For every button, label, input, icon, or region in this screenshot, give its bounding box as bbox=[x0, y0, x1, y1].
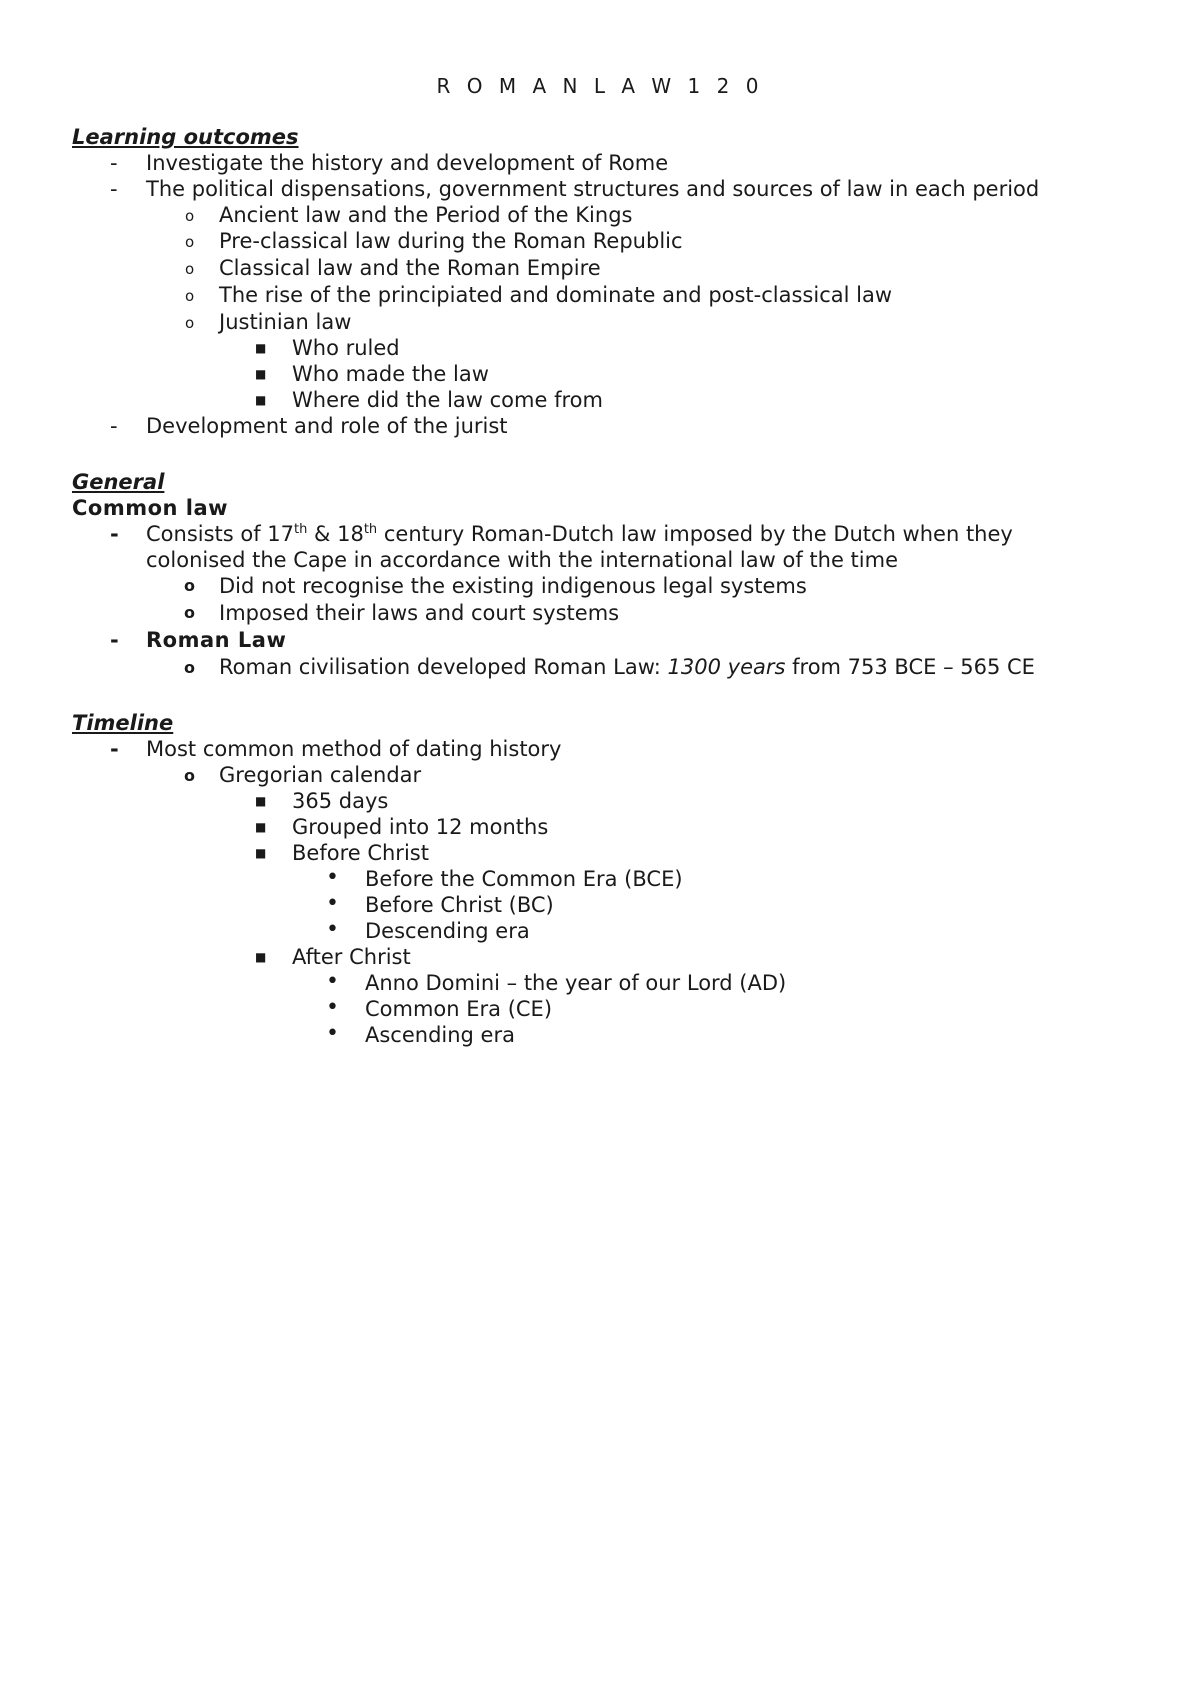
circle-bullet: o bbox=[184, 658, 195, 677]
square-bullet: ■ bbox=[255, 950, 267, 964]
dash-bullet: - bbox=[110, 151, 118, 175]
list-item: Before Christ bbox=[292, 841, 429, 865]
dot-bullet: • bbox=[326, 969, 339, 994]
subheading-common-law: Common law bbox=[72, 496, 229, 520]
list-item: The rise of the principiated and dominate and post-classical law bbox=[219, 283, 893, 307]
list-item: Who ruled bbox=[292, 336, 400, 360]
list-item bbox=[146, 521, 1013, 547]
circle-bullet: o bbox=[184, 603, 195, 622]
square-bullet: ■ bbox=[255, 367, 267, 381]
page-title: R O M A N L A W 1 2 0 bbox=[436, 74, 764, 98]
list-item: Investigate the history and development of Rome bbox=[146, 151, 669, 175]
list-item: Who made the law bbox=[292, 362, 489, 386]
dot-bullet: • bbox=[326, 917, 339, 942]
text-segment: Roman civilisation developed Roman Law: bbox=[219, 655, 668, 679]
text-segment: & 18 bbox=[307, 522, 364, 546]
circle-bullet: o bbox=[185, 287, 195, 305]
dash-bullet: - bbox=[110, 522, 119, 546]
dash-bullet: - bbox=[110, 628, 119, 652]
circle-bullet: o bbox=[185, 233, 195, 251]
list-item: Before the Common Era (BCE) bbox=[365, 867, 683, 891]
heading-learning-outcomes: Learning outcomes bbox=[72, 125, 299, 149]
square-bullet: ■ bbox=[255, 846, 267, 860]
circle-bullet: o bbox=[185, 207, 195, 225]
list-item: The political dispensations, government structures and sources of law in each period bbox=[146, 177, 1040, 201]
superscript: th bbox=[363, 522, 378, 537]
list-item: 365 days bbox=[292, 789, 389, 813]
dot-bullet: • bbox=[326, 1021, 339, 1046]
list-item bbox=[219, 654, 1035, 680]
dot-bullet: • bbox=[326, 891, 339, 916]
list-item: Imposed their laws and court systems bbox=[219, 601, 620, 625]
list-item: Before Christ (BC) bbox=[365, 893, 554, 917]
list-item: Pre-classical law during the Roman Republic bbox=[219, 229, 683, 253]
list-item: Where did the law come from bbox=[292, 388, 603, 412]
list-item: Most common method of dating history bbox=[146, 737, 562, 761]
dash-bullet: - bbox=[110, 414, 118, 438]
list-item: Development and role of the jurist bbox=[146, 414, 508, 438]
list-item: Classical law and the Roman Empire bbox=[219, 256, 601, 280]
list-item: Justinian law bbox=[219, 310, 352, 334]
dash-bullet: - bbox=[110, 737, 119, 761]
list-item: Ascending era bbox=[365, 1023, 515, 1047]
list-item-continuation: colonised the Cape in accordance with the international law of the time bbox=[146, 548, 898, 572]
superscript: th bbox=[294, 522, 308, 537]
list-item: Common Era (CE) bbox=[365, 997, 553, 1021]
list-item: Anno Domini – the year of our Lord (AD) bbox=[365, 971, 787, 995]
dash-bullet: - bbox=[110, 177, 118, 201]
text-segment: from 753 BCE – 565 CE bbox=[785, 655, 1035, 679]
subheading-roman-law: Roman Law bbox=[146, 628, 287, 652]
list-item: Ancient law and the Period of the Kings bbox=[219, 203, 633, 227]
square-bullet: ■ bbox=[255, 341, 267, 355]
list-item: Did not recognise the existing indigenous legal systems bbox=[219, 574, 807, 598]
emphasis-text: 1300 years bbox=[667, 655, 786, 679]
circle-bullet: o bbox=[185, 260, 195, 278]
circle-bullet: o bbox=[184, 766, 195, 785]
heading-general: General bbox=[72, 470, 165, 494]
circle-bullet: o bbox=[184, 576, 195, 595]
circle-bullet: o bbox=[185, 314, 195, 332]
dot-bullet: • bbox=[326, 865, 339, 890]
list-item: Descending era bbox=[365, 919, 530, 943]
list-item: After Christ bbox=[292, 945, 411, 969]
list-item: Grouped into 12 months bbox=[292, 815, 549, 839]
square-bullet: ■ bbox=[255, 820, 267, 834]
square-bullet: ■ bbox=[255, 794, 267, 808]
square-bullet: ■ bbox=[255, 393, 267, 407]
dot-bullet: • bbox=[326, 995, 339, 1020]
list-item: Gregorian calendar bbox=[219, 763, 422, 787]
text-segment: century Roman-Dutch law imposed by the Dutch when they bbox=[377, 522, 1013, 546]
text-segment: Consists of 17 bbox=[146, 522, 295, 546]
heading-timeline: Timeline bbox=[72, 711, 174, 735]
